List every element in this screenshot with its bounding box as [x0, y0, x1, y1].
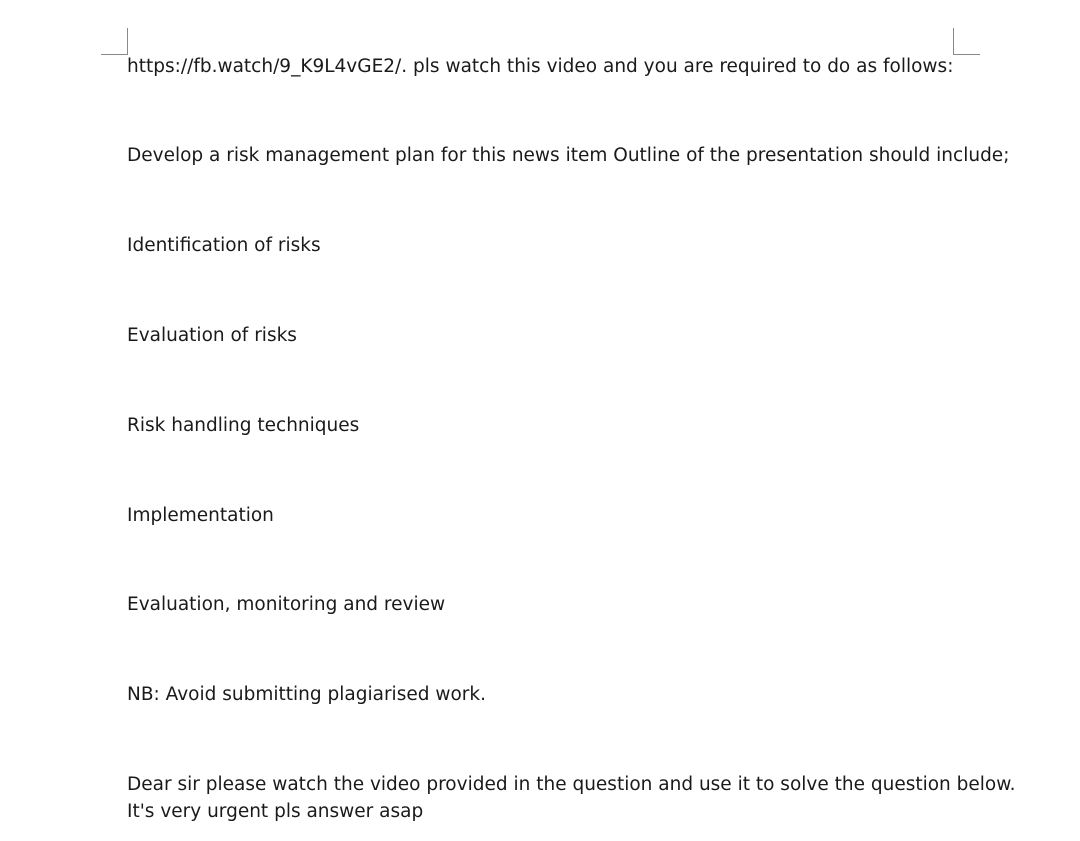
video-link-instruction: https://fb.watch/9_K9L4vGE2/. pls watch this video and you are required to do as follows:	[127, 56, 954, 77]
request-line-2: It's very urgent pls answer asap	[127, 801, 424, 822]
outline-item-monitoring: Evaluation, monitoring and review	[127, 594, 446, 615]
outline-item-implementation: Implementation	[127, 505, 274, 526]
task-description: Develop a risk management plan for this news item Outline of the presentation should include;	[127, 145, 1010, 166]
outline-item-handling: Risk handling techniques	[127, 415, 360, 436]
outline-item-evaluation: Evaluation of risks	[127, 325, 297, 346]
top-left-margin-mark	[101, 28, 128, 55]
top-right-margin-mark	[953, 28, 980, 55]
outline-item-identification: Identification of risks	[127, 235, 321, 256]
plagiarism-note: NB: Avoid submitting plagiarised work.	[127, 684, 486, 705]
request-line-1: Dear sir please watch the video provided in the question and use it to solve the question below.	[127, 774, 1016, 795]
